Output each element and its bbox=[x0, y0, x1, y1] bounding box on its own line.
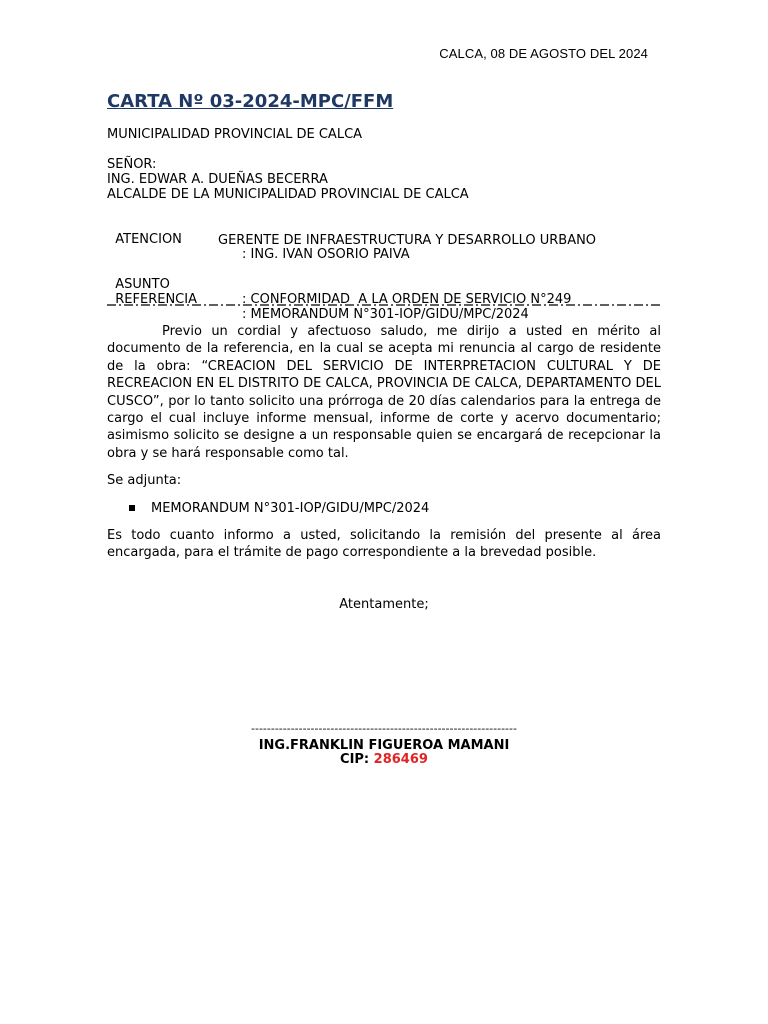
asunto-value: : CONFORMIDAD A LA ORDEN DE SERVICIO N°249 bbox=[242, 292, 572, 307]
recipient-salutation: SEÑOR: bbox=[107, 157, 157, 172]
dash-dot-separator bbox=[107, 302, 662, 308]
body-paragraph-1: Previo un cordial y afectuoso saludo, me dirijo a usted en mérito al documento de la referencia, en la cual se acepta mi renuncia al cargo de residente de la obra: “CREACION DEL SERVICIO DE INTERPRETACION CULTURAL Y DE RECREACION EN EL DISTRITO DE CALCA, PROVINCIA DE CALCA, DEPARTAMENTO DEL CUSCO”, por lo tanto solicito una prórroga de 20 días calendarios para la entrega de cargo el cual incluye informe mensual, informe de corte y acervo documentario; asimismo solicito se designe a un responsable quien se encargará de recepcionar la obra y se hará responsable como tal. bbox=[107, 324, 661, 461]
signature-line: ------------------------------------------------------------------- bbox=[251, 722, 517, 735]
attachment-label: MEMORANDUM N°301-IOP/GIDU/MPC/2024 bbox=[151, 501, 430, 516]
recipient-name: ING. EDWAR A. DUEÑAS BECERRA bbox=[107, 172, 328, 187]
referencia-value: : MEMORANDUM N°301-IOP/GIDU/MPC/2024 bbox=[242, 307, 529, 322]
atencion-role: GERENTE DE INFRAESTRUCTURA Y DESARROLLO URBANO bbox=[218, 233, 597, 248]
asunto-label: ASUNTO bbox=[115, 277, 170, 292]
letter-date: CALCA, 08 DE AGOSTO DEL 2024 bbox=[439, 46, 648, 61]
cip-number: 286469 bbox=[373, 752, 428, 767]
square-bullet-icon bbox=[129, 505, 135, 511]
letter-title: CARTA Nº 03-2024-MPC/FFM bbox=[107, 91, 394, 112]
cip-label: CIP: bbox=[340, 752, 374, 767]
adjunta-label: Se adjunta: bbox=[107, 473, 182, 488]
organization-name: MUNICIPALIDAD PROVINCIAL DE CALCA bbox=[107, 127, 363, 142]
closing-text: Atentamente; bbox=[339, 597, 429, 612]
atencion-value: : ING. IVAN OSORIO PAIVA bbox=[242, 247, 410, 262]
signer-name: ING.FRANKLIN FIGUEROA MAMANI bbox=[258, 738, 510, 753]
attachment-list-item bbox=[129, 501, 429, 516]
referencia-label: REFERENCIA bbox=[115, 292, 197, 307]
atencion-label: ATENCION bbox=[115, 232, 182, 247]
body-paragraph-2: Es todo cuanto informo a usted, solicitando la remisión del presente al área encargada, para el trámite de pago correspondiente a la brevedad posible. bbox=[107, 528, 661, 561]
recipient-position: ALCALDE DE LA MUNICIPALIDAD PROVINCIAL DE CALCA bbox=[107, 187, 469, 202]
signer-cip bbox=[0, 752, 768, 767]
